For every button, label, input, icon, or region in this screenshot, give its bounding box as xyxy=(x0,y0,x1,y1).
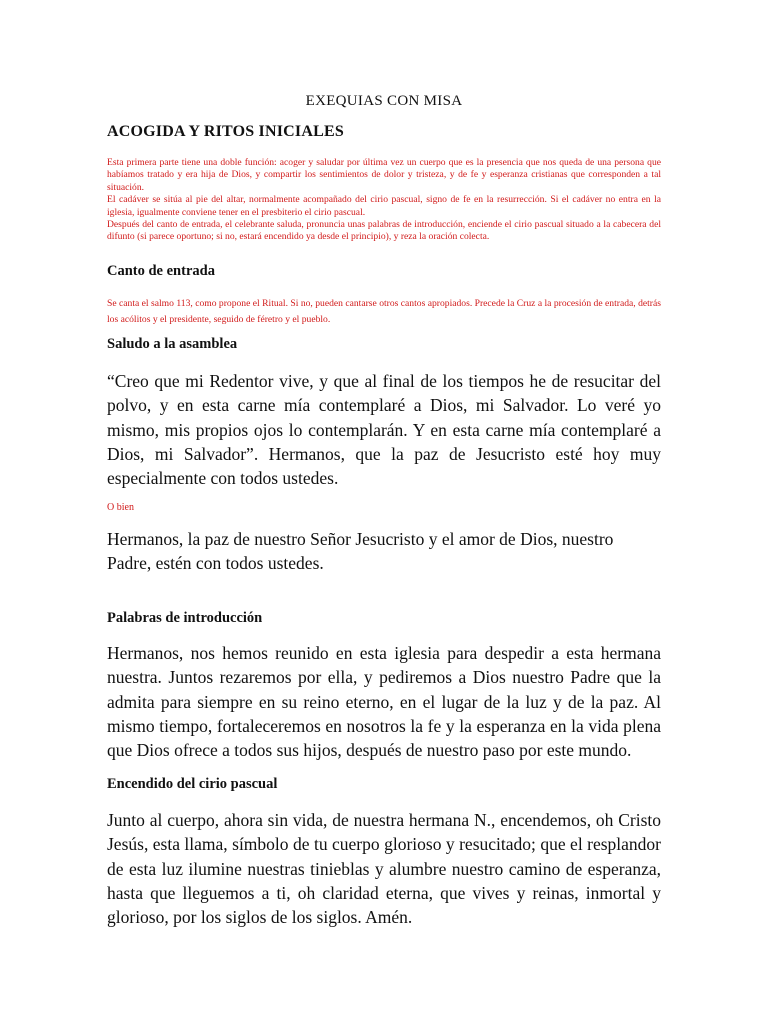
o-bien-rubric: O bien xyxy=(107,502,134,513)
section-heading-acogida: ACOGIDA Y RITOS INICIALES xyxy=(107,123,344,140)
intro-rubric xyxy=(107,157,661,244)
heading-saludo: Saludo a la asamblea xyxy=(107,336,238,352)
intro-rubric-paragraph: Esta primera parte tiene una doble función: acoger y saludar por última vez un cuerpo que es la presencia que nos queda de una persona que habíamos tratado y era hija de Dios, y compartir los sentimientos de dolor y tristeza, y de fe y esperanza cristianas que corresponden a tal situación. xyxy=(107,157,661,193)
intro-rubric-paragraph: El cadáver se sitúa al pie del altar, normalmente acompañado del cirio pascual, signo de fe en la resurrección. Si el cadáver no entra en la iglesia, igualmente conviene tener en el presbiterio el cirio pascual. xyxy=(107,194,661,218)
heading-cirio-pascual: Encendido del cirio pascual xyxy=(107,776,278,792)
heading-palabras-introduccion: Palabras de introducción xyxy=(107,610,263,626)
intro-rubric-paragraph: Después del canto de entrada, el celebrante saluda, pronuncia unas palabras de introducción, enciende el cirio pascual situado a la cabecera del difunto (si parece oportuno; si no, estará encendido ya desde el principio), y reza la oración colecta. xyxy=(107,219,661,243)
palabras-text: Hermanos, nos hemos reunido en esta iglesia para despedir a esta hermana nuestra. Juntos rezaremos por ella, y pediremos a Dios nuestro Padre que la admita para siempre en su reino eterno, en el lugar de la luz y de la paz. Al mismo tiempo, fortaleceremos en nosotros la fe y la esperanza en la vida plena que Dios ofrece a todos sus hijos, después de nuestro paso por este mundo. xyxy=(107,643,661,761)
document-title: EXEQUIAS CON MISA xyxy=(305,93,463,109)
cirio-text: Junto al cuerpo, ahora sin vida, de nuestra hermana N., encendemos, oh Cristo Jesús, esta llama, símbolo de tu cuerpo glorioso y resucitado; que el resplandor de esta luz ilumine nuestras tinieblas y alumbre nuestro camino de esperanza, hasta que lleguemos a ti, oh claridad eterna, que vives y reinas, inmortal y glorioso, por los siglos de los siglos. Amén. xyxy=(107,810,661,928)
canto-rubric: Se canta el salmo 113, como propone el Ritual. Si no, pueden cantarse otros cantos apropiados. Precede la Cruz a la procesión de entrada, detrás los acólitos y el presidente, seguido de féretro y el pueblo. xyxy=(107,298,661,325)
saludo-text: “Creo que mi Redentor vive, y que al final de los tiempos he de resucitar del polvo, y en esta carne mía contemplaré a Dios, mi Salvador. Lo veré yo mismo, mis propios ojos lo contemplarán. Y en esta carne mía contemplaré a Dios, mi Salvador”. Hermanos, que la paz de Jesucristo esté hoy muy especialmente con todos ustedes. xyxy=(107,371,661,489)
saludo-alt-text: Hermanos, la paz de nuestro Señor Jesucristo y el amor de Dios, nuestro Padre, estén con todos ustedes. xyxy=(107,529,614,574)
heading-canto-entrada: Canto de entrada xyxy=(107,263,215,279)
